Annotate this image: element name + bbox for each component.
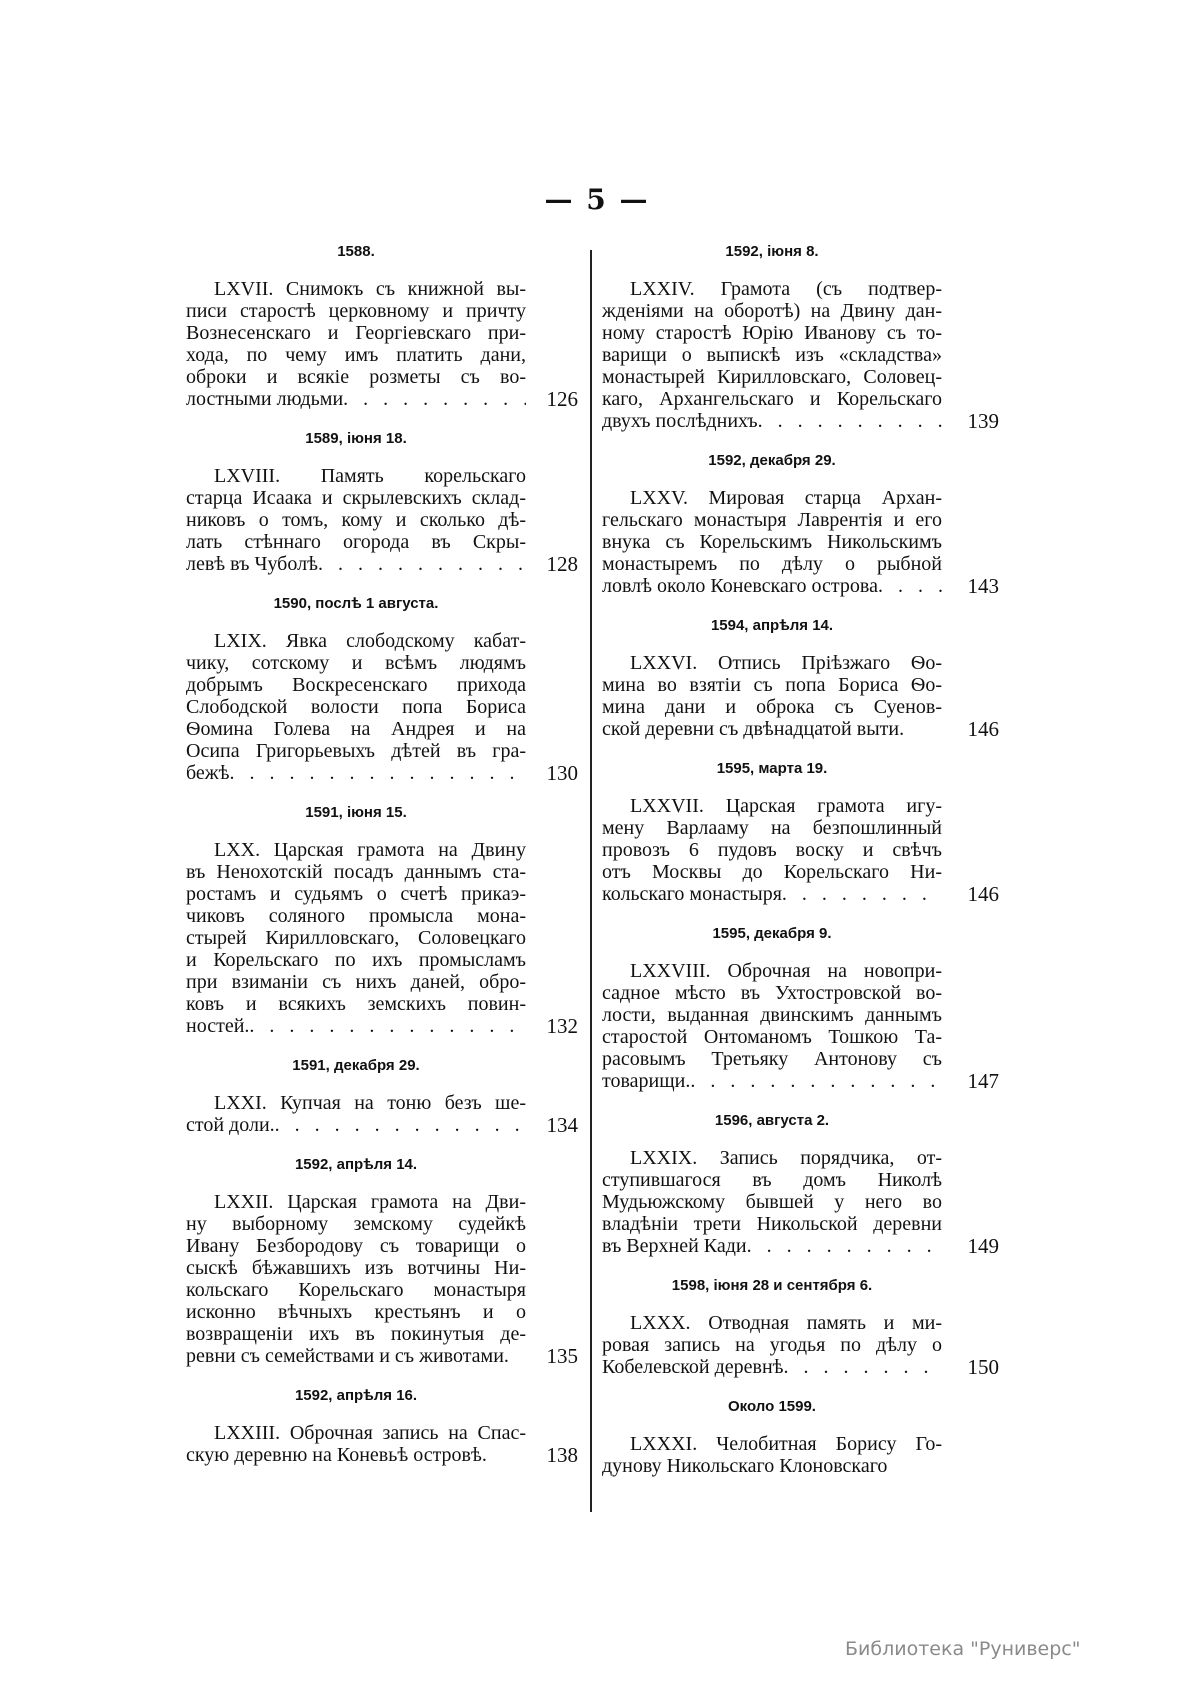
entry-line: возвращеніи ихъ въ покинутыя де-	[186, 1323, 526, 1345]
entry-line: LXXIX. Запись порядчика, от-	[630, 1147, 942, 1169]
entry-date: 1592, декабря 29.	[708, 452, 836, 469]
entry-line: LXXI. Купчая на тоню безъ ше-	[214, 1092, 526, 1114]
entry-line: ному старостѣ Юрію Иванову съ то-	[602, 322, 942, 344]
entry-line-text: дунову Никольскаго Клоновскаго	[602, 1455, 888, 1477]
entry-line: расовымъ Третьяку Антонову съ	[602, 1048, 942, 1070]
entry-page-number: 149	[967, 1234, 999, 1258]
toc-entry	[186, 241, 578, 410]
entry-line: садное мѣсто въ Ухтостровской во-	[602, 982, 942, 1004]
entry-line: LXVIII. Память корельскаго	[214, 465, 526, 487]
entry-line-text: ностей.	[186, 1015, 250, 1037]
entry-line	[602, 883, 942, 905]
dot-leader	[509, 1345, 526, 1367]
entry-page-number: 132	[546, 1014, 578, 1038]
dot-leader	[784, 1356, 942, 1378]
entry-date: 1592, апрѣля 14.	[294, 1156, 418, 1173]
entry-line: добрымъ Воскресенскаго прихода	[186, 674, 526, 696]
entry-line	[602, 575, 942, 597]
entry-date: 1588.	[337, 243, 375, 260]
entry-line: каго, Архангельскаго и Корельскаго	[602, 388, 942, 410]
entry-line	[602, 1070, 942, 1092]
entry-line: сыскѣ бѣжавшихъ изъ вотчины Ни-	[186, 1257, 526, 1279]
entry-date: 1591, іюня 15.	[305, 804, 407, 821]
entry-date: 1592, апрѣля 16.	[294, 1387, 418, 1404]
toc-column-left	[186, 241, 578, 1466]
dot-leader	[343, 388, 526, 410]
column-divider	[590, 250, 592, 1512]
entry-line: LXXIII. Оброчная запись на Спас-	[214, 1422, 526, 1444]
entry-line: Ивану Безбородову съ товарищи о	[186, 1235, 526, 1257]
toc-entry	[602, 450, 999, 597]
dot-leader	[487, 1444, 526, 1466]
entry-line: LXXIV. Грамота (съ подтвер-	[630, 278, 942, 300]
entry-line: ковъ и всякихъ земскихъ повин-	[186, 993, 526, 1015]
entry-date: 1595, декабря 9.	[712, 925, 832, 942]
entry-line: кольскаго Корельскаго монастыря	[186, 1279, 526, 1301]
toc-entry	[186, 802, 578, 1037]
entry-line	[186, 762, 526, 784]
entry-line: Вознесенскаго и Георгіевскаго при-	[186, 322, 526, 344]
dot-leader	[249, 1015, 526, 1037]
entry-line: стырей Кирилловскаго, Соловецкаго	[186, 927, 526, 949]
entry-line-text: ской деревни съ двѣнадцатой выти.	[602, 718, 905, 740]
entry-page-number: 139	[967, 409, 999, 433]
entry-page-number: 147	[967, 1069, 999, 1093]
entry-line-text: ревни съ семействами и съ животами.	[186, 1345, 509, 1367]
entry-date: 1595, марта 19.	[716, 760, 828, 777]
entry-page-number: 143	[967, 574, 999, 598]
entry-line: старца Исаака и скрылевскихъ склад-	[186, 487, 526, 509]
entry-line-text: въ Верхней Кади	[602, 1235, 747, 1257]
dot-leader	[904, 718, 942, 740]
entry-line-text: кольскаго монастыря	[602, 883, 782, 905]
entry-date: 1591, декабря 29.	[292, 1057, 420, 1074]
entry-date: 1592, іюня 8.	[725, 243, 819, 260]
entry-line-text: товарищи.	[602, 1070, 691, 1092]
toc-entry	[186, 1385, 578, 1466]
entry-date: 1598, іюня 28 и сентября 6.	[671, 1277, 873, 1294]
entry-line-text: двухъ послѣднихъ	[602, 410, 758, 432]
entry-line-text: Кобелевской деревнѣ	[602, 1356, 784, 1378]
entry-line: варищи о выпискѣ изъ «складства»	[602, 344, 942, 366]
entry-line: LXXVI. Отпись Пріѣзжаго Ѳо-	[630, 652, 942, 674]
entry-line: LXXVIII. Оброчная на новопри-	[630, 960, 942, 982]
entry-line: ровая запись на угодья по дѣлу о	[602, 1334, 942, 1356]
entry-line-text: лостными людьми	[186, 388, 344, 410]
entry-page-number: 135	[546, 1344, 578, 1368]
entry-line: чику, сотскому и всѣмъ людямъ	[186, 652, 526, 674]
entry-line	[602, 410, 942, 432]
toc-entry	[602, 1110, 999, 1257]
entry-line: при взиманіи съ нихъ даней, обро-	[186, 971, 526, 993]
entry-line: LXXV. Мировая старца Архан-	[630, 487, 942, 509]
entry-line: LXX. Царская грамота на Двину	[214, 839, 526, 861]
entry-line: мену Варлааму на безпошлинный	[602, 817, 942, 839]
toc-entry	[602, 758, 999, 905]
entry-page-number: 130	[546, 761, 578, 785]
entry-line	[602, 1455, 942, 1477]
entry-page-number: 146	[967, 717, 999, 741]
dot-leader	[690, 1070, 942, 1092]
entry-line	[602, 1235, 942, 1257]
page-number: — 5 —	[544, 183, 650, 216]
entry-line: ступившагося въ домъ Николѣ	[602, 1169, 942, 1191]
entry-line: ну выборному земскому судейкѣ	[186, 1213, 526, 1235]
entry-line: и Корельскаго по ихъ промысламъ	[186, 949, 526, 971]
dot-leader	[318, 553, 526, 575]
entry-line: старостой Онтоманомъ Тошкою Та-	[602, 1026, 942, 1048]
entry-line-text: скую деревню на Коневьѣ островѣ.	[186, 1444, 487, 1466]
entry-line: гельскаго монастыря Лаврентія и его	[602, 509, 942, 531]
library-watermark: Библиотека "Руниверс"	[845, 1638, 1081, 1660]
entry-line: Ѳомина Голева на Андрея и на	[186, 718, 526, 740]
toc-entry	[186, 1154, 578, 1367]
entry-line: отъ Москвы до Корельскаго Ни-	[602, 861, 942, 883]
entry-line	[186, 388, 526, 410]
entry-line: Осипа Григорьевыхъ дѣтей въ гра-	[186, 740, 526, 762]
entry-line-text: левѣ въ Чуболѣ	[186, 553, 318, 575]
entry-line: лости, выданная двинскимъ даннымъ	[602, 1004, 942, 1026]
dot-leader	[747, 1235, 942, 1257]
entry-line: владѣніи трети Никольской деревни	[602, 1213, 942, 1235]
entry-page-number: 146	[967, 882, 999, 906]
entry-line: мина дани и оброка съ Суенов-	[602, 696, 942, 718]
toc-entry	[186, 593, 578, 784]
entry-line: Слободской волости попа Бориса	[186, 696, 526, 718]
toc-entry	[186, 1055, 578, 1136]
toc-entry	[602, 1396, 999, 1477]
entry-line: LXXXI. Челобитная Борису Го-	[630, 1433, 942, 1455]
toc-entry	[602, 923, 999, 1092]
entry-page-number: 128	[546, 552, 578, 576]
entry-date: 1596, августа 2.	[714, 1112, 830, 1129]
entry-line: LXIX. Явка слободскому кабат-	[214, 630, 526, 652]
entry-line-text: стой доли.	[186, 1114, 275, 1136]
dot-leader	[878, 575, 942, 597]
entry-line: жденіями на оборотѣ) на Двину дан-	[602, 300, 942, 322]
entry-line: провозъ 6 пудовъ воску и свѣчъ	[602, 839, 942, 861]
entry-page-number: 134	[546, 1113, 578, 1137]
entry-date: 1594, апрѣля 14.	[710, 617, 834, 634]
entry-line: оброки и всякіе розметы съ во-	[186, 366, 526, 388]
entry-line: LXXVII. Царская грамота игу-	[630, 795, 942, 817]
entry-line	[186, 1015, 526, 1037]
toc-entry	[602, 615, 999, 740]
entry-page-number: 150	[967, 1355, 999, 1379]
entry-line-text: бежѣ	[186, 762, 230, 784]
entry-date: 1590, послѣ 1 августа.	[273, 595, 439, 612]
entry-line: хода, по чему имъ платить дани,	[186, 344, 526, 366]
entry-line	[602, 718, 942, 740]
entry-page-number: 126	[546, 387, 578, 411]
entry-date: 1589, іюня 18.	[305, 430, 407, 447]
entry-line: монастырей Кирилловскаго, Соловец-	[602, 366, 942, 388]
entry-line: Мудьюжскому бывшей у него во	[602, 1191, 942, 1213]
entry-page-number: 138	[546, 1443, 578, 1467]
entry-line: LXXII. Царская грамота на Дви-	[214, 1191, 526, 1213]
dot-leader	[229, 762, 526, 784]
entry-line: въ Ненохотскій посадъ даннымъ ста-	[186, 861, 526, 883]
entry-line	[186, 1114, 526, 1136]
dot-leader	[887, 1455, 942, 1477]
dot-leader	[758, 410, 942, 432]
entry-line: LXVII. Снимокъ съ книжной вы-	[214, 278, 526, 300]
entry-line: монастыремъ по дѣлу о рыбной	[602, 553, 942, 575]
entry-line: писи старостѣ церковному и причту	[186, 300, 526, 322]
entry-line: внука съ Корельскимъ Никольскимъ	[602, 531, 942, 553]
entry-date: Около 1599.	[728, 1398, 816, 1415]
entry-line	[186, 1345, 526, 1367]
dot-leader	[782, 883, 942, 905]
entry-line	[186, 553, 526, 575]
entry-line-text: ловлѣ около Коневскаго острова	[602, 575, 878, 597]
entry-line: мина во взятіи съ попа Бориса Ѳо-	[602, 674, 942, 696]
entry-line	[602, 1356, 942, 1378]
toc-entry	[602, 1275, 999, 1378]
entry-line: лать стѣннаго огорода въ Скры-	[186, 531, 526, 553]
entry-line	[186, 1444, 526, 1466]
entry-line: исконно вѣчныхъ крестьянъ и о	[186, 1301, 526, 1323]
toc-column-right	[602, 241, 999, 1477]
entry-line: чиковъ соляного промысла мона-	[186, 905, 526, 927]
toc-entry	[186, 428, 578, 575]
entry-line: LXXX. Отводная память и ми-	[630, 1312, 942, 1334]
entry-line: ростамъ и судьямъ о счетѣ прикаэ-	[186, 883, 526, 905]
toc-entry	[602, 241, 999, 432]
entry-line: никовъ о томъ, кому и сколько дѣ-	[186, 509, 526, 531]
dot-leader	[275, 1114, 526, 1136]
